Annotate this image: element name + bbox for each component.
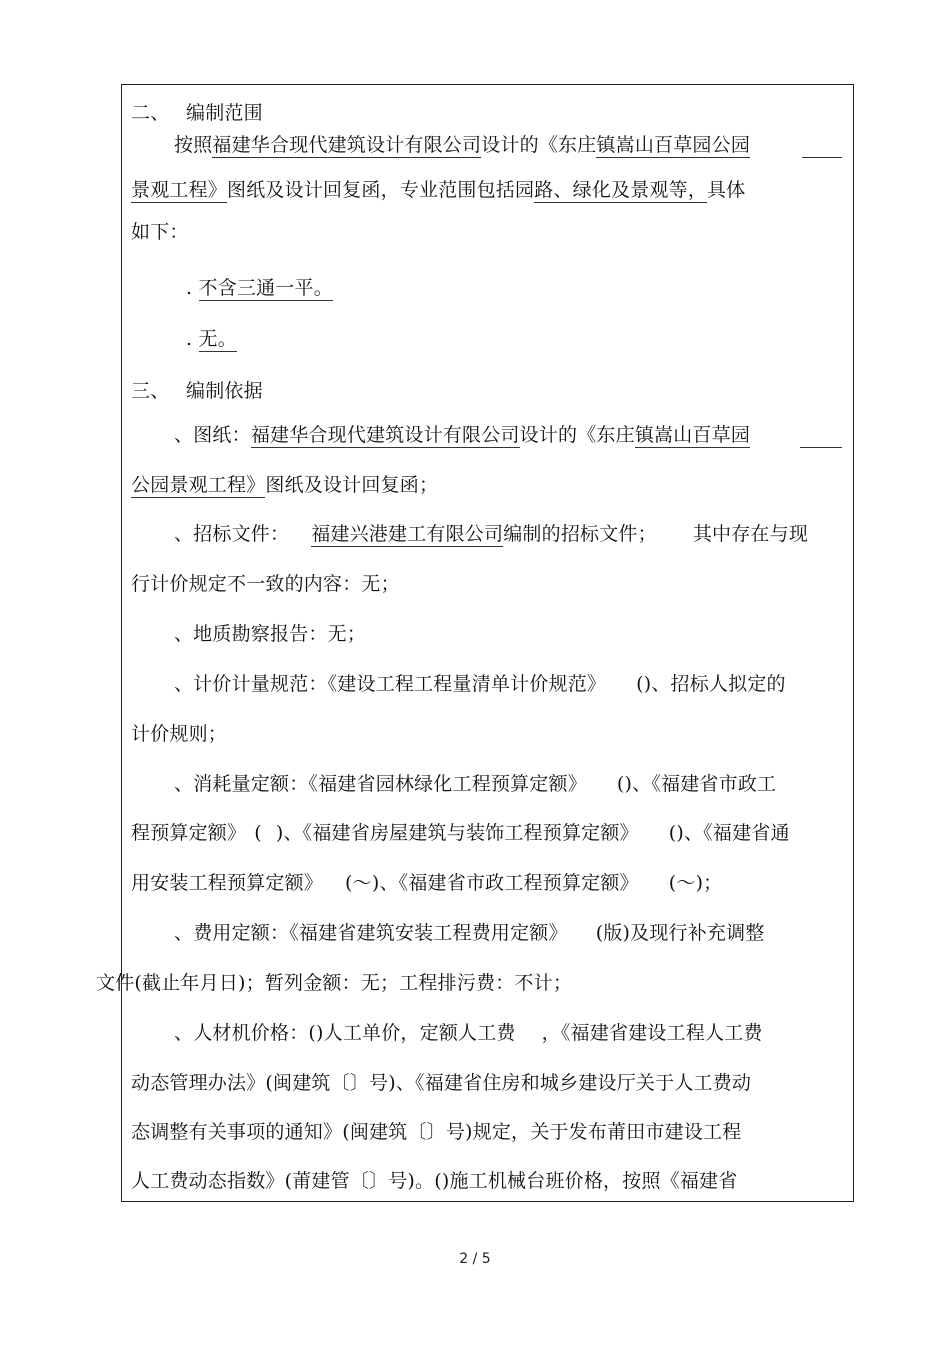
basis-quota-line-3: 用安装工程预算定额》 (～)、《福建省市政工程预算定额》 (～)； — [131, 872, 723, 894]
project-name-cont: 景观工程》 — [131, 179, 228, 201]
scope-paragraph-line-2: 景观工程》图纸及设计回复函，专业范围包括园路、绿化及景观等，具体 — [131, 179, 746, 201]
section-title: 编制依据 — [186, 380, 263, 402]
basis-price-line-3: 态调整有关事项的通知》(闽建筑〔〕号)规定，关于发布莆田市建设工程 — [131, 1121, 742, 1143]
basis-price-line-4: 人工费动态指数》(莆建管〔〕号)。()施工机械台班价格，按照《福建省 — [131, 1170, 738, 1192]
basis-fee-line-2: 文件(截止年月日)；暂列金额：无；工程排污费：不计； — [96, 972, 573, 994]
page-number: 2 / 5 — [459, 1251, 491, 1267]
basis-price-line-2: 动态管理办法》(闽建筑〔〕号)、《福建省住房和城乡建设厅关于人工费动 — [131, 1072, 752, 1094]
basis-tender-line-1: 、招标文件： 福建兴港建工有限公司编制的招标文件； 其中存在与现 — [174, 523, 809, 545]
designer-company: 福建华合现代建筑设计有限公司 — [250, 424, 520, 446]
basis-drawings-line-1: 、图纸：福建华合现代建筑设计有限公司设计的《东庄镇嵩山百草园 — [174, 424, 751, 446]
project-name: 镇嵩山百草园 — [634, 424, 751, 446]
scope-range: 路、绿化及景观等， — [534, 179, 708, 201]
basis-fee-line-1: 、费用定额：《福建省建筑安装工程费用定额》 (版)及现行补充调整 — [174, 922, 765, 944]
basis-quota-line-2: 程预算定额》 ( )、《福建省房屋建筑与装饰工程预算定额》 ()、《福建省通 — [131, 822, 790, 844]
scope-paragraph-line-1: 按照福建华合现代建筑设计有限公司设计的《东庄镇嵩山百草园公园 — [174, 134, 751, 156]
section-number: 三、 — [131, 380, 170, 402]
project-name: 镇嵩山百草园公园 — [596, 134, 751, 156]
basis-drawings-line-2: 公园景观工程》图纸及设计回复函； — [131, 474, 439, 496]
basis-tender-line-2: 行计价规定不一致的内容：无； — [131, 573, 400, 595]
basis-pricing-line-1: 、计价计量规范：《建设工程工程量清单计价规范》 ()、招标人拟定的 — [174, 673, 786, 695]
section-number: 二、 — [131, 102, 170, 124]
basis-pricing-line-2: 计价规则； — [131, 723, 228, 745]
project-name-cont: 公园景观工程》 — [131, 474, 266, 496]
basis-geology: 、地质勘察报告：无； — [174, 623, 367, 645]
section-title: 编制范围 — [186, 102, 263, 124]
scope-item-1: . 不含三通一平。 — [186, 277, 333, 299]
underline-extension — [802, 157, 842, 158]
basis-quota-line-1: 、消耗量定额：《福建省园林绿化工程预算定额》 ()、《福建省市政工 — [174, 773, 777, 795]
designer-company: 福建华合现代建筑设计有限公司 — [212, 134, 482, 156]
scope-paragraph-line-3: 如下： — [131, 221, 189, 243]
basis-price-line-1: 、人材机价格：()人工单价，定额人工费 ，《福建省建设工程人工费 — [174, 1022, 763, 1044]
tender-company: 福建兴港建工有限公司 — [311, 523, 504, 545]
underline-extension — [800, 447, 842, 448]
scope-item-2: . 无。 — [186, 328, 237, 350]
